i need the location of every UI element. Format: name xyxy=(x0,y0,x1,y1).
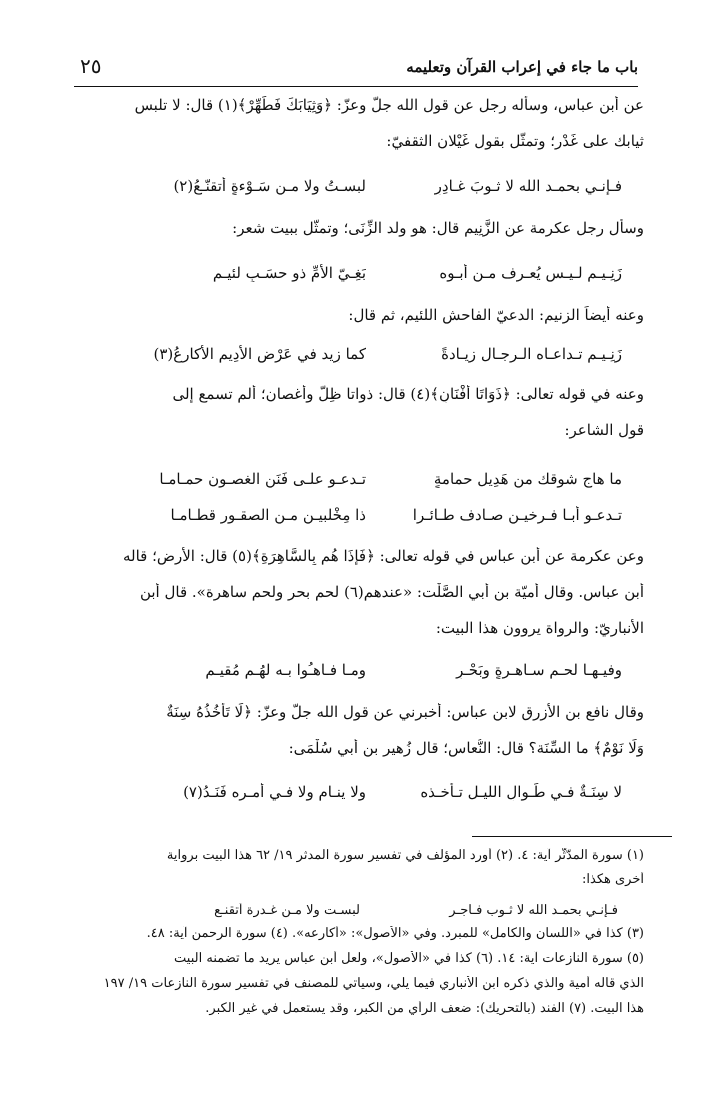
text-line: وَلَا نَوْمٌ﴾ ما السِّنَة؟ قال: النُّعاس؛ قال زُهير بن أبي سُلْمَى: xyxy=(288,739,644,757)
verse-second-hemistich: ولا ينـام ولا فـي أمـره فَنَـدُ(٧) xyxy=(183,783,366,801)
footnote-line: أخرى هكذا: xyxy=(582,872,644,887)
verse-first-hemistich: ما هاج شوقك من هَدِيل حمامةٍ xyxy=(433,470,622,488)
text-line: الأنباريّ: والرواة يروون هذا البيت: xyxy=(435,619,644,637)
verse-first-hemistich: زَنِـيـم لـيـس يُعـرف مـن أبـوه xyxy=(439,264,622,282)
verse-first-hemistich: وفيـهـا لحـم سـاهـرةٍ وبَحْـرٍ xyxy=(456,661,622,679)
footnote-line: (٥) سورة النازعات آية: ١٤. (٦) كذا في «الأصول»، ولعل أبن عباس يريد ما تضمنه البيت xyxy=(174,951,644,966)
verse-first-hemistich: فـإنـي بحمـد الله لا ثـوبَ غـادِرٍ xyxy=(434,177,622,195)
footnote-divider xyxy=(472,836,672,837)
verse-second-hemistich: ومـا فـاهـُوا بـه لهُـم مُقيـم xyxy=(205,661,366,679)
text-line: وقال نافع بن الأزرق لابن عباس: أخبرني عن قول الله جلّ وعزّ: ﴿لَا تَأْخُذُهُ سِنَةٌ xyxy=(166,703,644,721)
verse-second-hemistich: بَغِـيّ الأمِّ ذو حسَـبٍ لئيـم xyxy=(212,264,366,282)
footnote-line: (١) سورة المدّثّر آية: ٤. (٢) أورد المؤلف في تفسير سورة المدثر ١٩/ ٦٢ هذا البيت برواية xyxy=(166,848,644,863)
footnote-verse-first: فـإنـي بحمـد الله لا ثـوب فـاجـر xyxy=(449,903,618,918)
running-title: باب ما جاء في إعراب القرآن وتعليمه xyxy=(406,58,638,76)
verse-second-hemistich: كما زِيد في عَرْض الأدِيم الأكارعُ(٣) xyxy=(153,345,366,363)
verse-first-hemistich: لا سِنَـةٌ فـي طَـوالِ الليـل تـأخـذه xyxy=(420,783,622,801)
text-line: ثيابك على غَدْر؛ وتمثّل بقول غَيْلان الثقفيّ: xyxy=(386,132,644,150)
footnote-line: (٣) كذا في «اللسان والكامل» للمبرد. وفي «الأصول»: «أكارعه». (٤) سورة الرحمن آية: ٤٨. xyxy=(146,926,644,941)
text-line: قول الشاعر: xyxy=(564,421,644,439)
text-line: وعنه أيضاً الزنيم: الدعيّ الفاحش اللئيم، ثم قال: xyxy=(348,306,644,324)
page-number: ٢٥ xyxy=(80,54,102,78)
verse-second-hemistich: تـدعـو علـى فَنَنِ الغصـون حمـامـا xyxy=(159,470,366,488)
verse-second-hemistich: لبسـتُ ولا مـن سَـوْءةٍ أتقنّـعُ(٢) xyxy=(173,177,366,195)
text-line: وعن عكرمة عن أبن عباس في قوله تعالى: ﴿فَإِذَا هُم بِالسَّاهِرَةِ﴾(٥) قال: الأرض؛ قاله xyxy=(122,547,644,565)
text-line: وعنه في قوله تعالى: ﴿ذَوَاتَا أَفْنَانٍ﴾(٤) قال: ذواتا ظِلّ وأغصان؛ ألم تسمع إلى xyxy=(172,385,644,403)
footnote-line: الذي قاله أمية والذي ذكره ابن الأنباري فيما يلي، وسيأتي للمصنف في تفسير سورة النازعات ١٩/ ١٩٧ xyxy=(103,976,644,991)
text-line: عن أبن عباس، وسأله رجل عن قول الله جلّ وعزّ: ﴿وَثِيَابَكَ فَطَهِّرْ﴾(١) قال: لا تلبس xyxy=(134,96,644,114)
text-line: وسأل رجل عكرمة عن الزَّنِيم قال: هو ولد الزِّنَى؛ وتمثّل ببيت شعر: xyxy=(232,219,644,237)
verse-second-hemistich: ذا مِخْلبيـن مـن الصقـور قطـامـا xyxy=(170,506,366,524)
text-line: أبن عباس. وقال أُميّة بن أبي الصَّلْت: «عندهم(٦) لحم بحر ولحم ساهرة». قال أبن xyxy=(139,583,644,601)
page-header xyxy=(74,52,638,87)
verse-first-hemistich: تـدعـو أبـا فـرخيـنِ صـادف طـائـرا xyxy=(412,506,622,524)
verse-first-hemistich: زَنِـيـم تـداعـاه الـرجـال زيـادةً xyxy=(441,345,622,363)
footnote-verse-second: لبسـت ولا مـن غـدرة أتقنـع xyxy=(214,903,360,918)
footnote-line: هذا البيت. (٧) الفند (بالتحريك): ضعف الرأي من الكبر، وقد يستعمل في غير الكبر. xyxy=(205,1001,644,1016)
